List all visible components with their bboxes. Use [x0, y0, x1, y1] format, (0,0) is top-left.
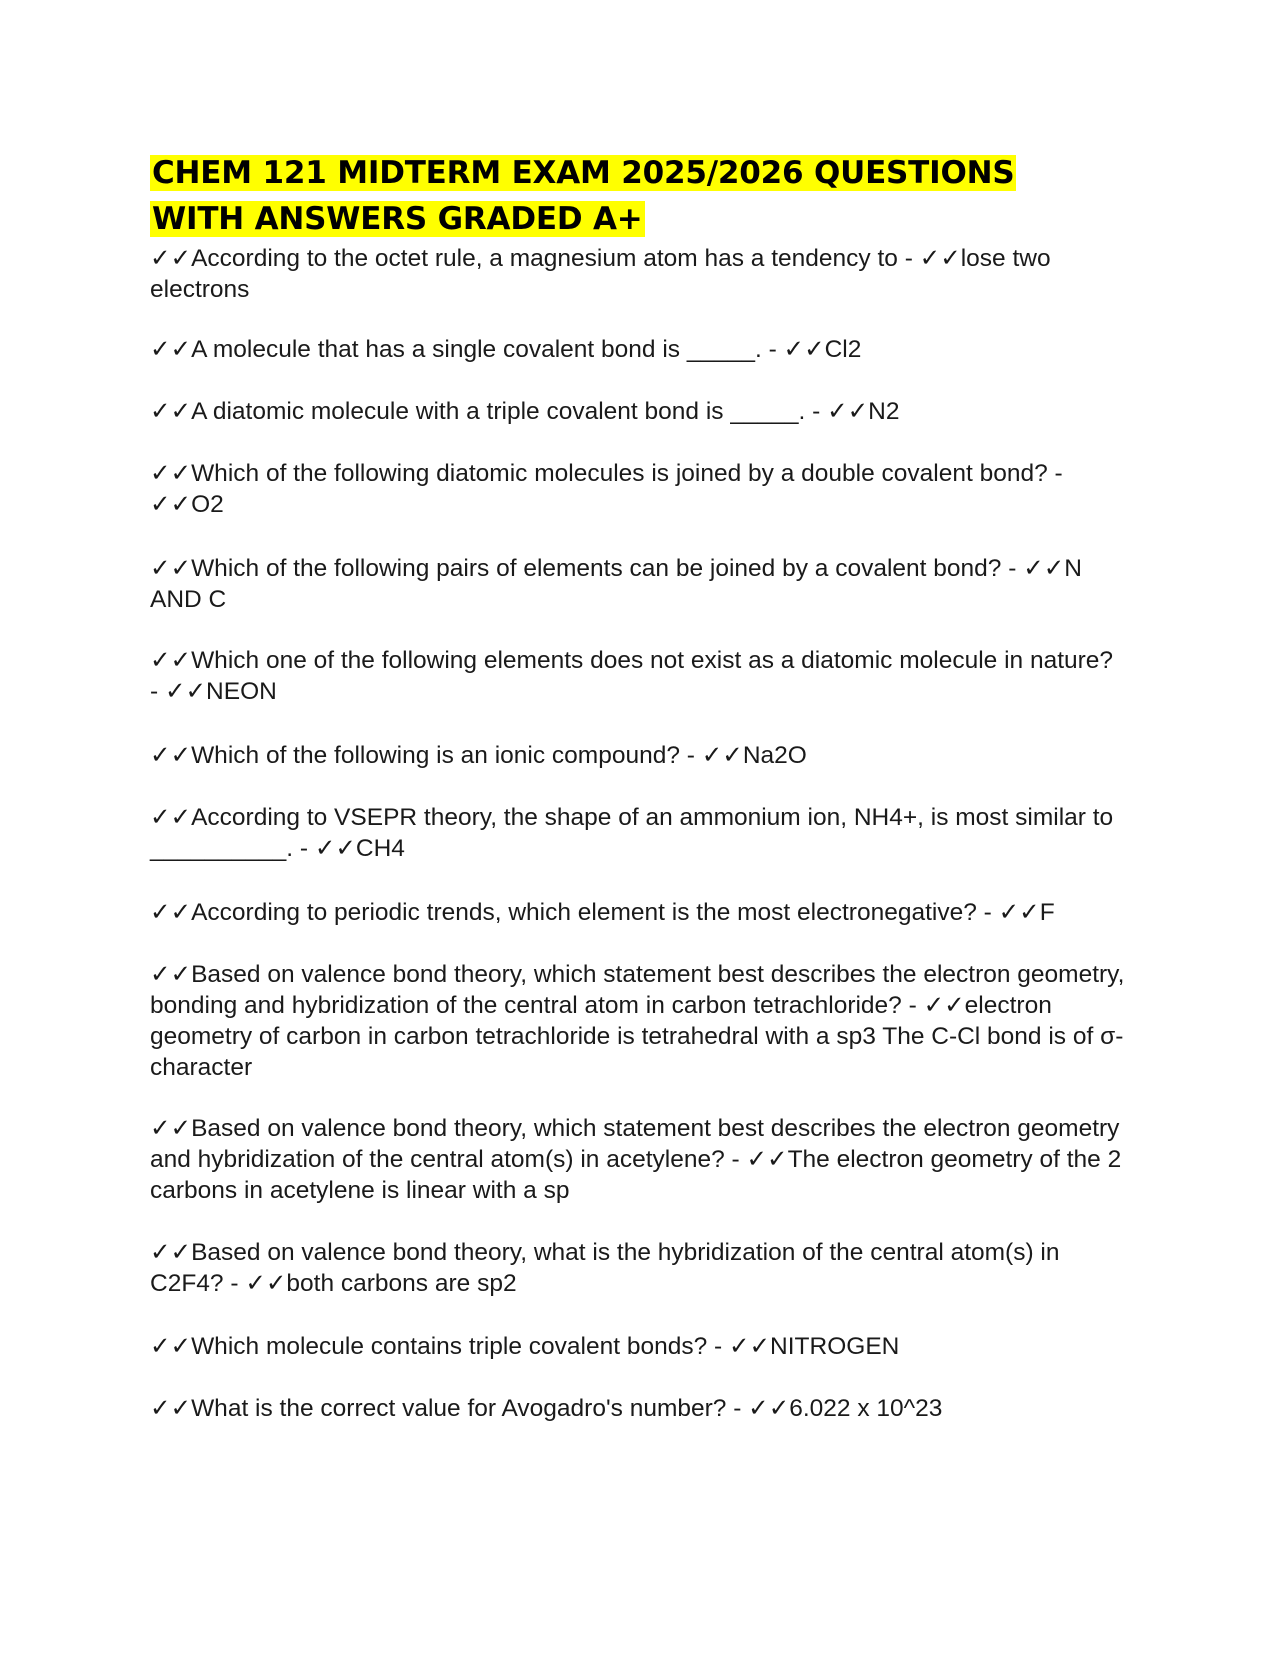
question-text: Based on valence bond theory, what is the hybridization of the central atom(s) in C2F4? [150, 1239, 1060, 1297]
qa-item: ✓✓According to VSEPR theory, the shape of an ammonium ion, NH4+, is most similar to __________. - ✓✓CH4 [150, 804, 1114, 862]
answer-text: CH4 [355, 835, 405, 862]
qa-item: ✓✓Which of the following is an ionic compound? - ✓✓Na2O [150, 742, 807, 769]
question-text: Which of the following pairs of elements can be joined by a covalent bond? [191, 555, 1002, 582]
title-highlight: CHEM 121 MIDTERM EXAM 2025/2026 QUESTIONS WITH ANSWERS GRADED A+ [152, 155, 1015, 237]
question-text: According to the octet rule, a magnesium atom has a tendency to [191, 245, 898, 272]
check-mark-icon: ✓✓ [150, 491, 192, 518]
qa-item: ✓✓Which of the following pairs of elements can be joined by a covalent bond? - ✓✓N AND C [150, 555, 1082, 613]
check-mark-icon: ✓✓ [746, 1146, 788, 1173]
check-mark-icon: ✓✓ [150, 1333, 192, 1360]
check-mark-icon: ✓✓ [827, 398, 869, 425]
qa-item: ✓✓According to periodic trends, which element is the most electronegative? - ✓✓F [150, 899, 1055, 926]
qa-item: ✓✓Based on valence bond theory, which statement best describes the electron geometry and hybridization of the central atom(s) in acetylene? - ✓✓The electron geometry of the 2 carbons in acetylene is linear with a sp [150, 1115, 1122, 1204]
answer-text: O2 [191, 491, 224, 518]
check-mark-icon: ✓✓ [150, 1239, 192, 1266]
check-mark-icon: ✓✓ [783, 336, 825, 363]
check-mark-icon: ✓✓ [150, 1115, 192, 1142]
question-text: Which molecule contains triple covalent bonds? [191, 1333, 708, 1360]
qa-item: ✓✓Which molecule contains triple covalent bonds? - ✓✓NITROGEN [150, 1333, 900, 1360]
check-mark-icon: ✓✓ [150, 1395, 192, 1422]
qa-item: ✓✓A molecule that has a single covalent bond is _____. - ✓✓Cl2 [150, 336, 862, 363]
check-mark-icon: ✓✓ [164, 678, 207, 705]
check-mark-icon: ✓✓ [919, 245, 961, 272]
answer-text: Cl2 [824, 336, 862, 363]
question-text: According to periodic trends, which element is the most electronegative? [191, 899, 977, 926]
qa-item: ✓✓Based on valence bond theory, what is the hybridization of the central atom(s) in C2F4? - ✓✓both carbons are sp2 [150, 1239, 1060, 1297]
check-mark-icon: ✓✓ [728, 1333, 771, 1360]
question-text: Which of the following is an ionic compound? [191, 742, 680, 769]
check-mark-icon: ✓✓ [998, 899, 1040, 926]
question-text: Based on valence bond theory, which statement best describes the electron geometry, bonding and hybridization of the central atom in carbon tetrachloride? [150, 961, 1125, 1019]
check-mark-icon: ✓✓ [150, 804, 192, 831]
answer-text: N2 [868, 398, 900, 425]
check-mark-icon: ✓✓ [245, 1270, 287, 1297]
check-mark-icon: ✓✓ [701, 742, 743, 769]
check-mark-icon: ✓✓ [923, 992, 965, 1019]
answer-text: F [1039, 899, 1055, 926]
question-text: Based on valence bond theory, which statement best describes the electron geometry and hybridization of the central atom(s) in acetylene? [150, 1115, 1120, 1173]
answer-text: Na2O [742, 742, 807, 769]
check-mark-icon: ✓✓ [314, 835, 356, 862]
question-text: According to VSEPR theory, the shape of an ammonium ion, NH4+, is most similar to __________. [150, 804, 1114, 862]
answer-text: both carbons are sp2 [286, 1270, 517, 1297]
qa-item: ✓✓Based on valence bond theory, which statement best describes the electron geometry, bonding and hybridization of the central atom in carbon tetrachloride? - ✓✓electron geometry of carbon in carbon tetrachloride is tetrahedral with a sp3 The C-Cl bond is of σ-character [150, 961, 1125, 1081]
check-mark-icon: ✓✓ [150, 647, 192, 674]
check-mark-icon: ✓✓ [150, 398, 192, 425]
check-mark-icon: ✓✓ [150, 460, 192, 487]
answer-text: lose two electrons [150, 245, 1051, 303]
answer-text: The electron geometry of the 2 carbons in acetylene is linear with a sp [150, 1146, 1122, 1204]
qa-item: ✓✓According to the octet rule, a magnesium atom has a tendency to - ✓✓lose two electrons [150, 245, 1051, 303]
qa-item: ✓✓What is the correct value for Avogadro's number? - ✓✓6.022 x 10^23 [150, 1395, 943, 1422]
answer-text: 6.022 x 10^23 [789, 1395, 943, 1422]
question-text: What is the correct value for Avogadro's number? [191, 1395, 727, 1422]
check-mark-icon: ✓✓ [150, 245, 192, 272]
document-title [150, 150, 1110, 242]
answer-text: N AND C [150, 555, 1082, 613]
qa-item: ✓✓Which one of the following elements does not exist as a diatomic molecule in nature? - ✓✓NEON [150, 647, 1114, 705]
answer-text: NITROGEN [770, 1333, 900, 1360]
check-mark-icon: ✓✓ [150, 742, 192, 769]
check-mark-icon: ✓✓ [150, 899, 192, 926]
check-mark-icon: ✓✓ [150, 555, 192, 582]
check-mark-icon: ✓✓ [1023, 555, 1065, 582]
check-mark-icon: ✓✓ [748, 1395, 790, 1422]
answer-text: electron geometry of carbon in carbon tetrachloride is tetrahedral with a sp3 The C-Cl bond is of σ-character [150, 992, 1124, 1081]
question-text: A diatomic molecule with a triple covalent bond is _____. [191, 398, 806, 425]
question-text: Which of the following diatomic molecules is joined by a double covalent bond? [191, 460, 1048, 487]
question-text: Which one of the following elements does not exist as a diatomic molecule in nature? [191, 647, 1114, 674]
question-text: A molecule that has a single covalent bond is _____. [191, 336, 762, 363]
qa-item: ✓✓Which of the following diatomic molecules is joined by a double covalent bond? - ✓✓O2 [150, 460, 1063, 518]
check-mark-icon: ✓✓ [150, 336, 192, 363]
answer-text: NEON [206, 678, 277, 705]
check-mark-icon: ✓✓ [150, 961, 192, 988]
qa-item: ✓✓A diatomic molecule with a triple covalent bond is _____. - ✓✓N2 [150, 398, 900, 425]
